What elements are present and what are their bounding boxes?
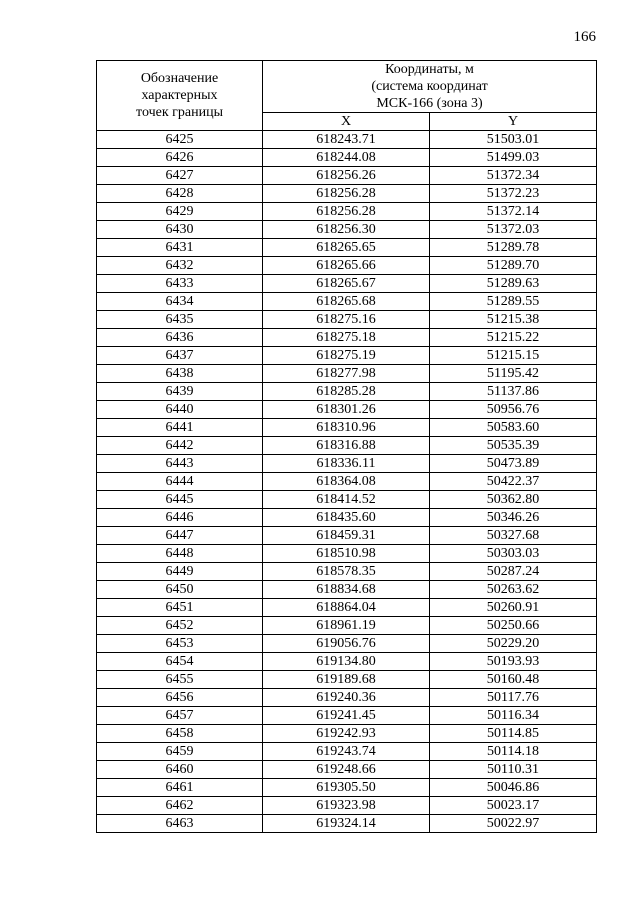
y-coordinate-cell: 50327.68	[430, 527, 597, 545]
table-row	[97, 167, 597, 185]
y-coordinate-cell: 51289.63	[430, 275, 597, 293]
header-line: Координаты, м	[385, 62, 474, 77]
x-coordinate-cell: 618256.30	[263, 221, 430, 239]
point-id-cell: 6425	[97, 131, 263, 149]
point-id-cell: 6456	[97, 689, 263, 707]
point-id-cell: 6440	[97, 401, 263, 419]
header-line: точек границы	[136, 105, 223, 120]
table-row	[97, 707, 597, 725]
point-id-cell: 6453	[97, 635, 263, 653]
point-id-cell: 6435	[97, 311, 263, 329]
point-id-cell: 6429	[97, 203, 263, 221]
x-coordinate-cell: 618864.04	[263, 599, 430, 617]
coordinates-table	[96, 60, 597, 833]
table-row	[97, 599, 597, 617]
table-row	[97, 617, 597, 635]
y-coordinate-cell: 50956.76	[430, 401, 597, 419]
x-coordinate-cell: 618364.08	[263, 473, 430, 491]
point-id-cell: 6463	[97, 815, 263, 833]
table-row	[97, 257, 597, 275]
table-row	[97, 401, 597, 419]
table-row	[97, 671, 597, 689]
table-row	[97, 365, 597, 383]
y-coordinate-cell: 51372.03	[430, 221, 597, 239]
table-row	[97, 293, 597, 311]
point-id-cell: 6441	[97, 419, 263, 437]
table-row	[97, 653, 597, 671]
y-coordinate-cell: 50346.26	[430, 509, 597, 527]
point-id-cell: 6428	[97, 185, 263, 203]
table-row	[97, 221, 597, 239]
point-id-cell: 6436	[97, 329, 263, 347]
point-id-cell: 6445	[97, 491, 263, 509]
y-coordinate-cell: 50193.93	[430, 653, 597, 671]
table-row	[97, 473, 597, 491]
x-coordinate-cell: 618578.35	[263, 563, 430, 581]
y-coordinate-cell: 50303.03	[430, 545, 597, 563]
x-coordinate-cell: 618285.28	[263, 383, 430, 401]
y-coordinate-cell: 51289.55	[430, 293, 597, 311]
x-coordinate-cell: 618265.68	[263, 293, 430, 311]
x-coordinate-cell: 618459.31	[263, 527, 430, 545]
table-row	[97, 743, 597, 761]
x-coordinate-cell: 618243.71	[263, 131, 430, 149]
point-id-cell: 6454	[97, 653, 263, 671]
point-designation-header	[97, 61, 263, 131]
x-coordinate-cell: 619134.80	[263, 653, 430, 671]
table-row	[97, 689, 597, 707]
point-id-cell: 6443	[97, 455, 263, 473]
y-coordinate-cell: 51372.14	[430, 203, 597, 221]
x-coordinate-cell: 618244.08	[263, 149, 430, 167]
table-row	[97, 491, 597, 509]
point-id-cell: 6427	[97, 167, 263, 185]
y-coordinate-cell: 51289.78	[430, 239, 597, 257]
x-coordinate-cell: 619243.74	[263, 743, 430, 761]
table-row	[97, 635, 597, 653]
table-row	[97, 311, 597, 329]
x-coordinate-cell: 618265.66	[263, 257, 430, 275]
y-coordinate-cell: 51215.15	[430, 347, 597, 365]
x-coordinate-cell: 619305.50	[263, 779, 430, 797]
point-id-cell: 6455	[97, 671, 263, 689]
point-id-cell: 6462	[97, 797, 263, 815]
table-row	[97, 149, 597, 167]
point-id-cell: 6452	[97, 617, 263, 635]
point-id-cell: 6444	[97, 473, 263, 491]
x-coordinate-cell: 618275.16	[263, 311, 430, 329]
x-coordinate-cell: 618961.19	[263, 617, 430, 635]
point-id-cell: 6439	[97, 383, 263, 401]
x-coordinate-cell: 618275.18	[263, 329, 430, 347]
header-line: МСК-166 (зона 3)	[376, 96, 483, 111]
y-coordinate-cell: 50160.48	[430, 671, 597, 689]
table-row	[97, 779, 597, 797]
table-row	[97, 275, 597, 293]
table-row	[97, 761, 597, 779]
table-row	[97, 239, 597, 257]
table-row	[97, 581, 597, 599]
x-coordinate-cell: 618256.28	[263, 185, 430, 203]
point-id-cell: 6433	[97, 275, 263, 293]
table-row	[97, 383, 597, 401]
x-coordinate-cell: 618316.88	[263, 437, 430, 455]
x-coordinate-cell: 618265.67	[263, 275, 430, 293]
x-coordinate-cell: 618275.19	[263, 347, 430, 365]
point-id-cell: 6461	[97, 779, 263, 797]
y-coordinate-cell: 50535.39	[430, 437, 597, 455]
y-coordinate-cell: 50117.76	[430, 689, 597, 707]
y-coordinate-cell: 50023.17	[430, 797, 597, 815]
table-row	[97, 527, 597, 545]
y-coordinate-cell: 51289.70	[430, 257, 597, 275]
page-number: 166	[573, 29, 596, 45]
x-coordinate-cell: 618256.26	[263, 167, 430, 185]
x-coordinate-cell: 618277.98	[263, 365, 430, 383]
point-id-cell: 6450	[97, 581, 263, 599]
point-id-cell: 6442	[97, 437, 263, 455]
table-row	[97, 455, 597, 473]
table-row	[97, 797, 597, 815]
coordinates-header	[263, 61, 597, 113]
y-coordinate-cell: 51503.01	[430, 131, 597, 149]
y-coordinate-cell: 51215.38	[430, 311, 597, 329]
y-coordinate-cell: 51372.34	[430, 167, 597, 185]
y-column-header: Y	[430, 113, 597, 131]
x-coordinate-cell: 618256.28	[263, 203, 430, 221]
x-coordinate-cell: 619248.66	[263, 761, 430, 779]
y-coordinate-cell: 51499.03	[430, 149, 597, 167]
y-coordinate-cell: 50263.62	[430, 581, 597, 599]
point-id-cell: 6448	[97, 545, 263, 563]
x-coordinate-cell: 619241.45	[263, 707, 430, 725]
table-header	[97, 61, 597, 131]
y-coordinate-cell: 50583.60	[430, 419, 597, 437]
table-row	[97, 329, 597, 347]
y-coordinate-cell: 50114.85	[430, 725, 597, 743]
point-id-cell: 6447	[97, 527, 263, 545]
point-id-cell: 6437	[97, 347, 263, 365]
point-id-cell: 6431	[97, 239, 263, 257]
x-coordinate-cell: 618336.11	[263, 455, 430, 473]
point-id-cell: 6438	[97, 365, 263, 383]
y-coordinate-cell: 50114.18	[430, 743, 597, 761]
y-coordinate-cell: 51195.42	[430, 365, 597, 383]
point-id-cell: 6458	[97, 725, 263, 743]
x-coordinate-cell: 619056.76	[263, 635, 430, 653]
x-coordinate-cell: 618301.26	[263, 401, 430, 419]
y-coordinate-cell: 51372.23	[430, 185, 597, 203]
y-coordinate-cell: 50362.80	[430, 491, 597, 509]
table-row	[97, 203, 597, 221]
x-coordinate-cell: 618265.65	[263, 239, 430, 257]
point-id-cell: 6434	[97, 293, 263, 311]
table-row	[97, 347, 597, 365]
point-id-cell: 6451	[97, 599, 263, 617]
table-row	[97, 545, 597, 563]
x-coordinate-cell: 618510.98	[263, 545, 430, 563]
x-coordinate-cell: 619240.36	[263, 689, 430, 707]
x-coordinate-cell: 619324.14	[263, 815, 430, 833]
x-coordinate-cell: 618834.68	[263, 581, 430, 599]
x-coordinate-cell: 619242.93	[263, 725, 430, 743]
table-body	[97, 131, 597, 833]
point-id-cell: 6446	[97, 509, 263, 527]
x-coordinate-cell: 618414.52	[263, 491, 430, 509]
table-row	[97, 437, 597, 455]
header-line: характерных	[141, 88, 218, 103]
table-row	[97, 131, 597, 149]
x-coordinate-cell: 618310.96	[263, 419, 430, 437]
header-line: Обозначение	[140, 71, 219, 86]
point-id-cell: 6460	[97, 761, 263, 779]
x-column-header: X	[263, 113, 430, 131]
y-coordinate-cell: 50116.34	[430, 707, 597, 725]
x-coordinate-cell: 619189.68	[263, 671, 430, 689]
table-row	[97, 185, 597, 203]
y-coordinate-cell: 51215.22	[430, 329, 597, 347]
y-coordinate-cell: 50022.97	[430, 815, 597, 833]
y-coordinate-cell: 50287.24	[430, 563, 597, 581]
point-id-cell: 6432	[97, 257, 263, 275]
y-coordinate-cell: 50046.86	[430, 779, 597, 797]
point-id-cell: 6430	[97, 221, 263, 239]
table-row	[97, 815, 597, 833]
table-row	[97, 419, 597, 437]
y-coordinate-cell: 50229.20	[430, 635, 597, 653]
y-coordinate-cell: 50422.37	[430, 473, 597, 491]
point-id-cell: 6449	[97, 563, 263, 581]
table-row	[97, 509, 597, 527]
point-id-cell: 6457	[97, 707, 263, 725]
table-row	[97, 563, 597, 581]
y-coordinate-cell: 51137.86	[430, 383, 597, 401]
point-id-cell: 6459	[97, 743, 263, 761]
x-coordinate-cell: 618435.60	[263, 509, 430, 527]
y-coordinate-cell: 50250.66	[430, 617, 597, 635]
header-line: (система координат	[371, 79, 488, 94]
point-id-cell: 6426	[97, 149, 263, 167]
y-coordinate-cell: 50260.91	[430, 599, 597, 617]
x-coordinate-cell: 619323.98	[263, 797, 430, 815]
y-coordinate-cell: 50110.31	[430, 761, 597, 779]
y-coordinate-cell: 50473.89	[430, 455, 597, 473]
table-row	[97, 725, 597, 743]
